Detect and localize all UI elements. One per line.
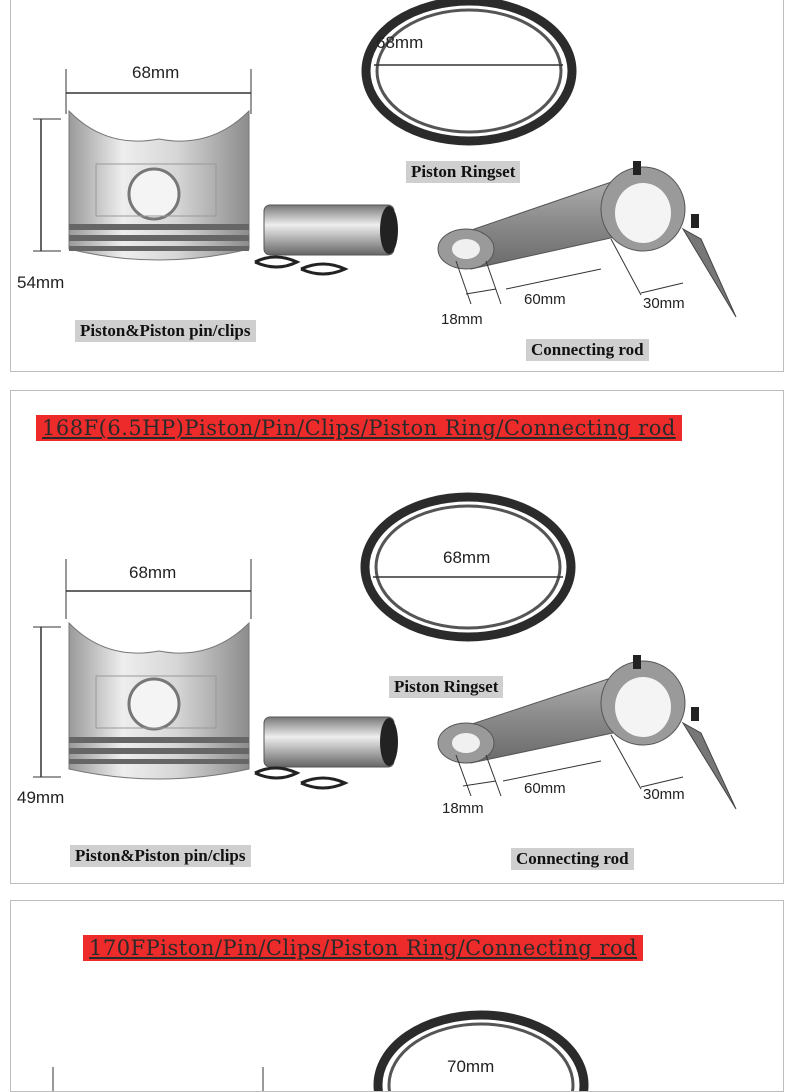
ring-diameter-label: 70mm [447, 1057, 495, 1076]
rod-small-end-label: 18mm [442, 800, 484, 817]
piston-label: Piston&Piston pin/clips [75, 320, 256, 342]
piston-ring-image [378, 1015, 584, 1091]
piston-ring-image [366, 1, 572, 141]
piston-width-label: 68mm [129, 563, 177, 582]
piston-clips-image [255, 768, 345, 788]
ring-diameter-label: 68mm [443, 548, 491, 567]
rod-big-end-label: 30mm [643, 295, 685, 312]
piston-pin-image [264, 205, 398, 255]
piston-height-label: 49mm [17, 788, 65, 807]
product-panel-1 [10, 0, 784, 372]
piston-label: Piston&Piston pin/clips [70, 845, 251, 867]
product-panel-2 [10, 390, 784, 884]
rod-center-label: 60mm [524, 780, 566, 797]
ring-diameter-label: 68mm [376, 33, 424, 52]
rod-label: Connecting rod [511, 848, 634, 870]
panel-2-title: 168F(6.5HP)Piston/Pin/Clips/Piston Ring/Connecting rod [36, 415, 682, 441]
panel-2-illustration [11, 391, 783, 883]
piston-clips-image [255, 257, 345, 274]
piston-pin-image [264, 717, 398, 767]
ringset-label: Piston Ringset [406, 161, 520, 183]
connecting-rod-image [438, 161, 736, 317]
product-panel-3 [10, 900, 784, 1092]
panel-3-title: 170FPiston/Pin/Clips/Piston Ring/Connecting rod [83, 935, 643, 961]
piston-height-label: 54mm [17, 273, 65, 292]
piston-width-label: 68mm [132, 63, 180, 82]
rod-small-end-label: 18mm [441, 311, 483, 328]
piston-image [69, 623, 249, 779]
panel-3-illustration [11, 901, 783, 1091]
rod-big-end-label: 30mm [643, 786, 685, 803]
ringset-label: Piston Ringset [389, 676, 503, 698]
panel-1-illustration [11, 0, 783, 371]
rod-label: Connecting rod [526, 339, 649, 361]
rod-center-label: 60mm [524, 291, 566, 308]
piston-image [69, 111, 249, 260]
